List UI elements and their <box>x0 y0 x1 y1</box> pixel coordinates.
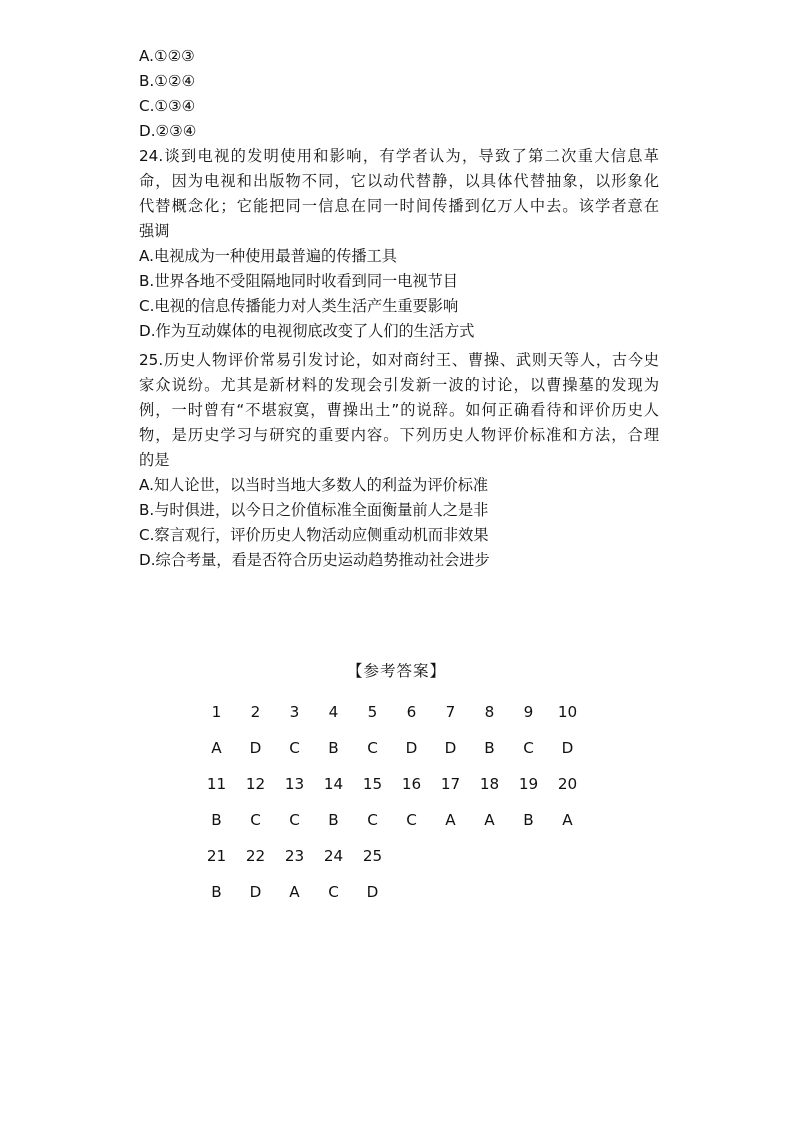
q24-option-a: A.电视成为一种使用最普遍的传播工具 <box>139 247 397 265</box>
q25-stem-line: 物，是历史学习与研究的重要内容。下列历史人物评价标准和方法，合理 <box>139 426 659 444</box>
answer-cell: C <box>289 811 300 829</box>
q25-stem-line: 的是 <box>139 451 170 469</box>
answer-cell: C <box>289 739 300 757</box>
answer-number-row <box>197 694 587 730</box>
answer-cell: D <box>249 739 262 757</box>
answer-cell: D <box>444 739 457 757</box>
answer-cell: D <box>366 883 379 901</box>
answer-cell: B <box>523 811 534 829</box>
answer-cell: C <box>328 883 339 901</box>
q23-option-c: C.①③④ <box>139 97 196 115</box>
question-number-cell: 8 <box>484 703 495 721</box>
answer-cell: D <box>249 883 262 901</box>
q25-option-b: B.与时俱进，以今日之价值标准全面衡量前人之是非 <box>139 501 489 519</box>
answer-letter-row <box>197 730 587 766</box>
q24-option-b: B.世界各地不受阻隔地同时收看到同一电视节目 <box>139 272 458 290</box>
question-number-cell: 19 <box>518 775 539 793</box>
answer-cell: B <box>328 739 339 757</box>
answer-cell: A <box>562 811 573 829</box>
q24-option-c: C.电视的信息传播能力对人类生活产生重要影响 <box>139 297 459 315</box>
answer-cell: B <box>211 883 222 901</box>
q25-stem-line: 25.历史人物评价常易引发讨论，如对商纣王、曹操、武则天等人，古今史 <box>139 351 659 369</box>
question-number-cell: 22 <box>245 847 266 865</box>
answer-cell: D <box>561 739 574 757</box>
question-number-cell: 4 <box>328 703 339 721</box>
question-24 <box>139 144 659 344</box>
question-number-cell: 11 <box>206 775 227 793</box>
q25-stem-line: 家众说纷。尤其是新材料的发现会引发新一波的讨论，以曹操墓的发现为 <box>139 376 659 394</box>
question-number-cell: 3 <box>289 703 300 721</box>
q24-stem-line: 代替概念化；它能把同一信息在同一时间传播到亿万人中去。该学者意在 <box>139 197 659 215</box>
question-number-cell: 6 <box>406 703 417 721</box>
question-number-cell: 23 <box>284 847 305 865</box>
q23-option-a: A.①②③ <box>139 47 195 65</box>
question-25 <box>139 348 659 573</box>
q23-option-b: B.①②④ <box>139 72 196 90</box>
question-number-cell: 1 <box>211 703 222 721</box>
q25-option-d: D.综合考量，看是否符合历史运动趋势推动社会进步 <box>139 551 490 569</box>
question-number-cell: 12 <box>245 775 266 793</box>
question-content <box>139 44 659 573</box>
q24-option-d: D.作为互动媒体的电视彻底改变了人们的生活方式 <box>139 322 475 340</box>
question-number-cell: 24 <box>323 847 344 865</box>
answer-cell: C <box>250 811 261 829</box>
question-number-cell: 9 <box>523 703 534 721</box>
answer-cell: C <box>523 739 534 757</box>
question-number-cell: 25 <box>362 847 383 865</box>
answer-number-row <box>197 766 587 802</box>
question-number-cell: 17 <box>440 775 461 793</box>
answer-number-row <box>197 838 587 874</box>
answer-cell: B <box>211 811 222 829</box>
answer-cell: A <box>289 883 300 901</box>
answer-cell: D <box>405 739 418 757</box>
question-number-cell: 2 <box>250 703 261 721</box>
q23-options <box>139 44 659 144</box>
answer-cell: A <box>484 811 495 829</box>
answer-cell: B <box>328 811 339 829</box>
q25-stem-line: 例，一时曾有“不堪寂寞，曹操出土”的说辞。如何正确看待和评价历史人 <box>139 401 659 419</box>
question-number-cell: 15 <box>362 775 383 793</box>
q25-option-c: C.察言观行，评价历史人物活动应侧重动机而非效果 <box>139 526 489 544</box>
answer-cell: B <box>484 739 495 757</box>
q23-option-d: D.②③④ <box>139 122 197 140</box>
question-number-cell: 7 <box>445 703 456 721</box>
answer-cell: C <box>406 811 417 829</box>
question-number-cell: 16 <box>401 775 422 793</box>
answer-key-grid <box>197 694 587 910</box>
answer-letter-row <box>197 802 587 838</box>
question-number-cell: 13 <box>284 775 305 793</box>
q24-stem-line: 24.谈到电视的发明使用和影响，有学者认为，导致了第二次重大信息革 <box>139 147 659 165</box>
answer-cell: A <box>211 739 222 757</box>
answer-cell: C <box>367 811 378 829</box>
answer-cell: A <box>445 811 456 829</box>
question-number-cell: 20 <box>557 775 578 793</box>
question-number-cell: 5 <box>367 703 378 721</box>
q24-stem-line: 命，因为电视和出版物不同，它以动代替静，以具体代替抽象，以形象化 <box>139 172 659 190</box>
q25-option-a: A.知人论世，以当时当地大多数人的利益为评价标准 <box>139 476 489 494</box>
question-number-cell: 10 <box>557 703 578 721</box>
answer-cell: C <box>367 739 378 757</box>
answer-key-title: 【参考答案】 <box>346 662 446 680</box>
q24-stem-line: 强调 <box>139 222 170 240</box>
question-number-cell: 18 <box>479 775 500 793</box>
question-number-cell: 21 <box>206 847 227 865</box>
question-number-cell: 14 <box>323 775 344 793</box>
answer-letter-row <box>197 874 587 910</box>
